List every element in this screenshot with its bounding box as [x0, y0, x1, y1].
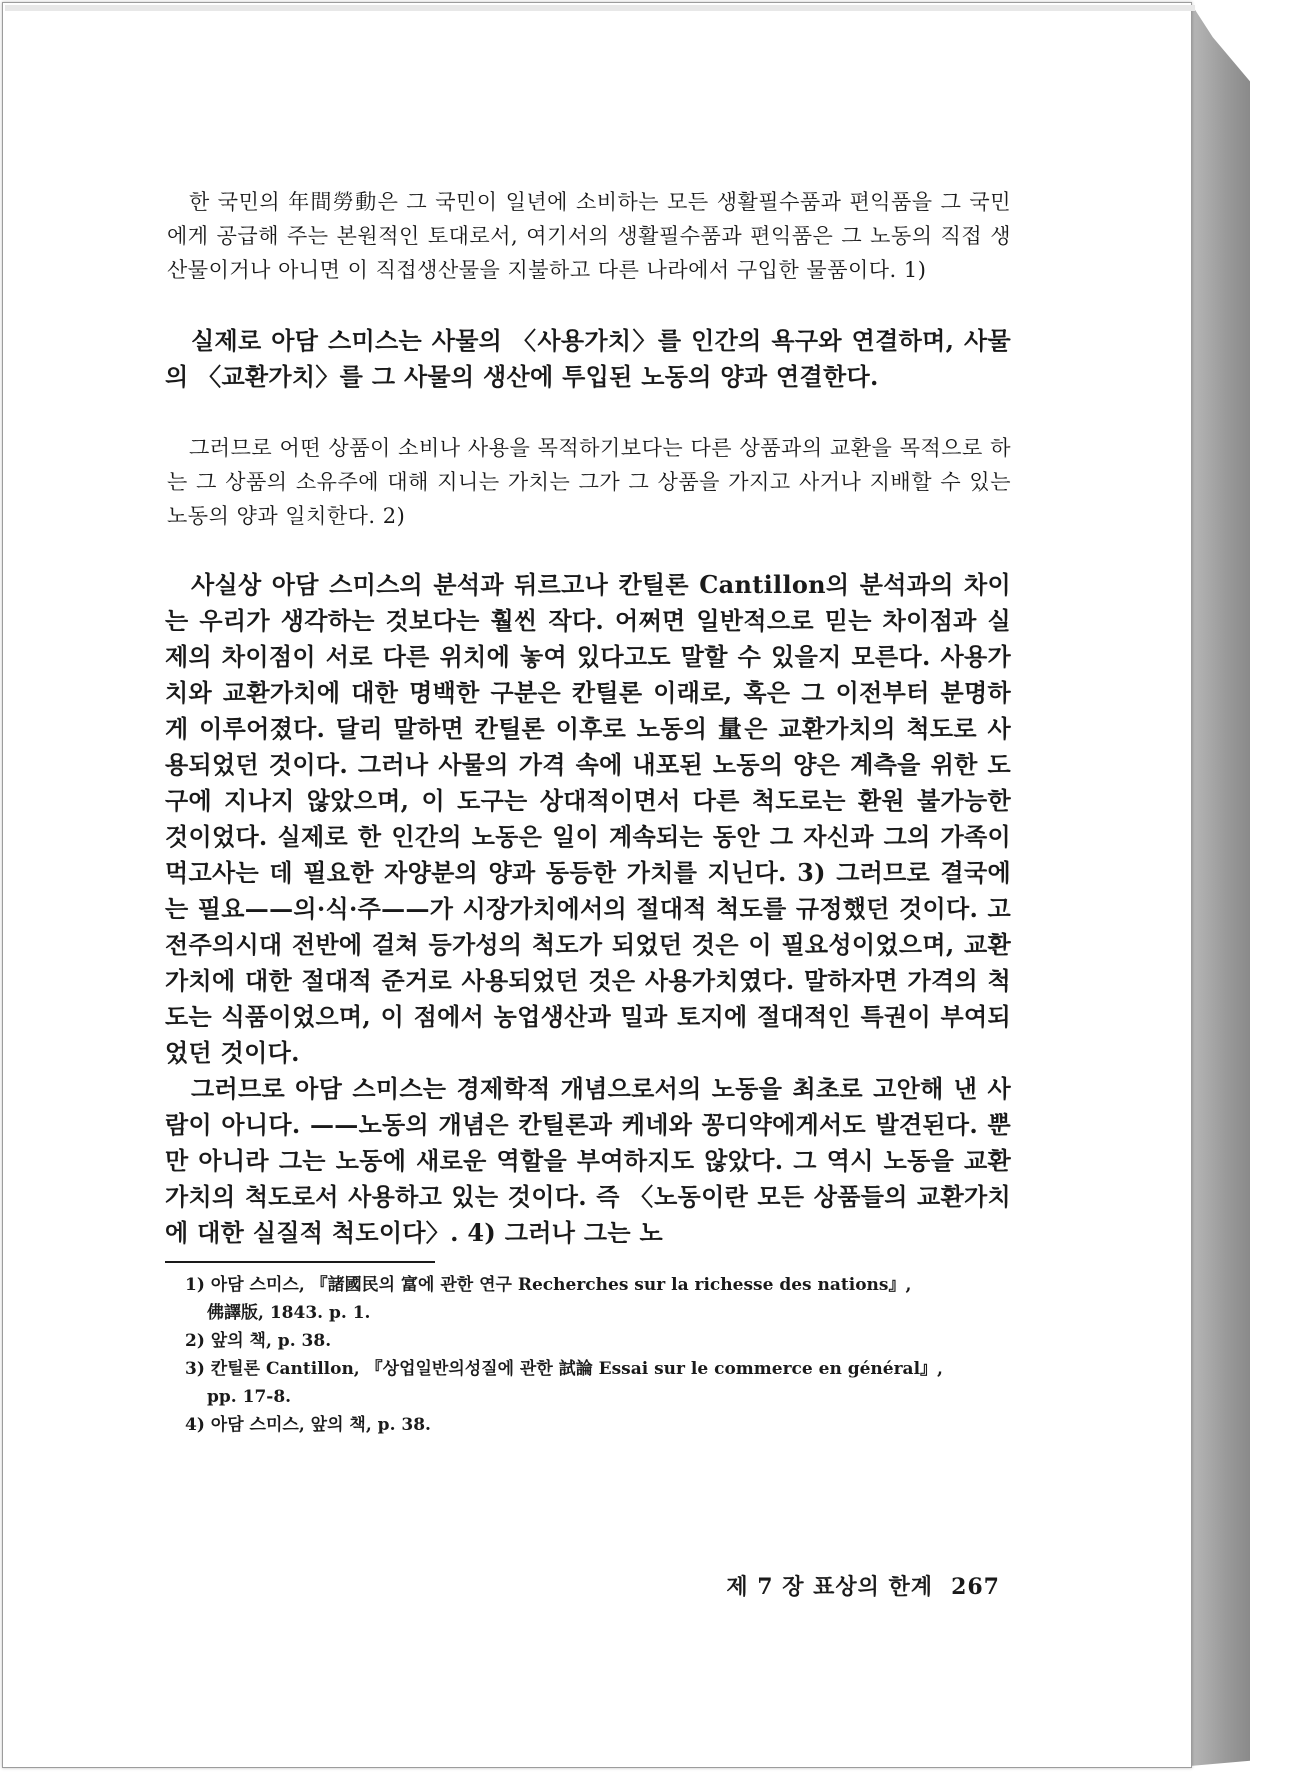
quote-paragraph-1: 한 국민의 年間勞動은 그 국민이 일년에 소비하는 모든 생활필수품과 편익품을 그 국민에게 공급해 주는 본원적인 토대로서, 여기서의 생활필수품과 편익품은 그 노동의 직접 생산물이거나 아니면 이 직접생산물을 지불하고 다른 나라에서 구입한 물품이다. 1): [167, 190, 1011, 282]
footnote-2-line-1: 2) 앞의 책, p. 38.: [185, 1331, 332, 1351]
footnote-1-line-2: 佛譯版, 1843. p. 1.: [207, 1303, 371, 1323]
footnote-rule: [165, 1261, 435, 1263]
body-paragraph-3: 그러므로 아담 스미스는 경제학적 개념으로서의 노동을 최초로 고안해 낸 사람이 아니다. ——노동의 개념은 칸틸론과 케네와 꽁디약에게서도 발견된다. 뿐만 아니라 그는 노동에 새로운 역할을 부여하지도 않았다. 그 역시 노동을 교환가치의 척도로서 사용하고 있는 것이다. 즉 〈노동이란 모든 상품들의 교환가치에 대한 실질적 척도이다〉. 4) 그러나 그는 노: [165, 1074, 1011, 1247]
body-paragraph-2: 사실상 아담 스미스의 분석과 뒤르고나 칸틸론 Cantillon의 분석과의 차이는 우리가 생각하는 것보다는 훨씬 작다. 어쩌면 일반적으로 믿는 차이점과 실제의 차이점이 서로 다른 위치에 놓여 있다고도 말할 수 있을지 모른다. 사용가치와 교환가치에 대한 명백한 구분은 칸틸론 이래로, 혹은 그 이전부터 분명하게 이루어졌다. 달리 말하면 칸틸론 이후로 노동의 量은 교환가치의 척도로 사용되었던 것이다. 그러나 사물의 가격 속에 내포된 노동의 양은 계측을 위한 도구에 지나지 않았으며, 이 도구는 상대적이면서 다른 척도로는 환원 불가능한 것이었다. 실제로 한 인간의 노동은 일이 계속되는 동안 그 자신과 그의 가족이 먹고사는 데 필요한 자양분의 양과 동등한 가치를 지닌다. 3) 그러므로 결국에는 필요——의·식·주——가 시장가치에서의 절대적 척도를 규정했던 것이다. 고전주의시대 전반에 걸쳐 등가성의 척도가 되었던 것은 이 필요성이었으며, 교환가치에 대한 절대적 준거로 사용되었던 것은 사용가치였다. 말하자면 가격의 척도는 식품이었으며, 이 점에서 농업생산과 밀과 토지에 절대적인 특권이 부여되었던 것이다.: [165, 570, 1011, 1067]
footnote-1-line-1: 1) 아담 스미스, 『諸國民의 富에 관한 연구 Recherches sur la richesse des nations』,: [185, 1275, 912, 1295]
footnote-3: [165, 1355, 1011, 1411]
footnote-4-line-1: 4) 아담 스미스, 앞의 책, p. 38.: [185, 1415, 431, 1435]
book-edge-right: [1190, 2, 1250, 1766]
footnote-1: [165, 1271, 1011, 1327]
quote-paragraph-2: 그러므로 어떤 상품이 소비나 사용을 목적하기보다는 다른 상품과의 교환을 목적으로 하는 그 상품의 소유주에 대해 지니는 가치는 그가 그 상품을 가지고 사거나 지배할 수 있는 노동의 양과 일치한다. 2): [167, 436, 1011, 528]
page-number: 267: [951, 1574, 1000, 1600]
footnote-4: [165, 1411, 1011, 1439]
page-footer: [680, 1570, 1000, 1601]
body-paragraph-1: 실제로 아담 스미스는 사물의 〈사용가치〉를 인간의 욕구와 연결하며, 사물의 〈교환가치〉를 그 사물의 생산에 투입된 노동의 양과 연결한다.: [165, 326, 1011, 391]
chapter-title: 제 7 장 표상의 한계: [726, 1574, 934, 1600]
footnote-3-line-2: pp. 17-8.: [207, 1387, 292, 1407]
footnote-2: [165, 1327, 1011, 1355]
footnote-3-line-1: 3) 칸틸론 Cantillon, 『상업일반의성질에 관한 試論 Essai sur le commerce en général』,: [185, 1359, 943, 1379]
book-edge-top: [5, 5, 1195, 11]
page-content: [165, 185, 1011, 1439]
